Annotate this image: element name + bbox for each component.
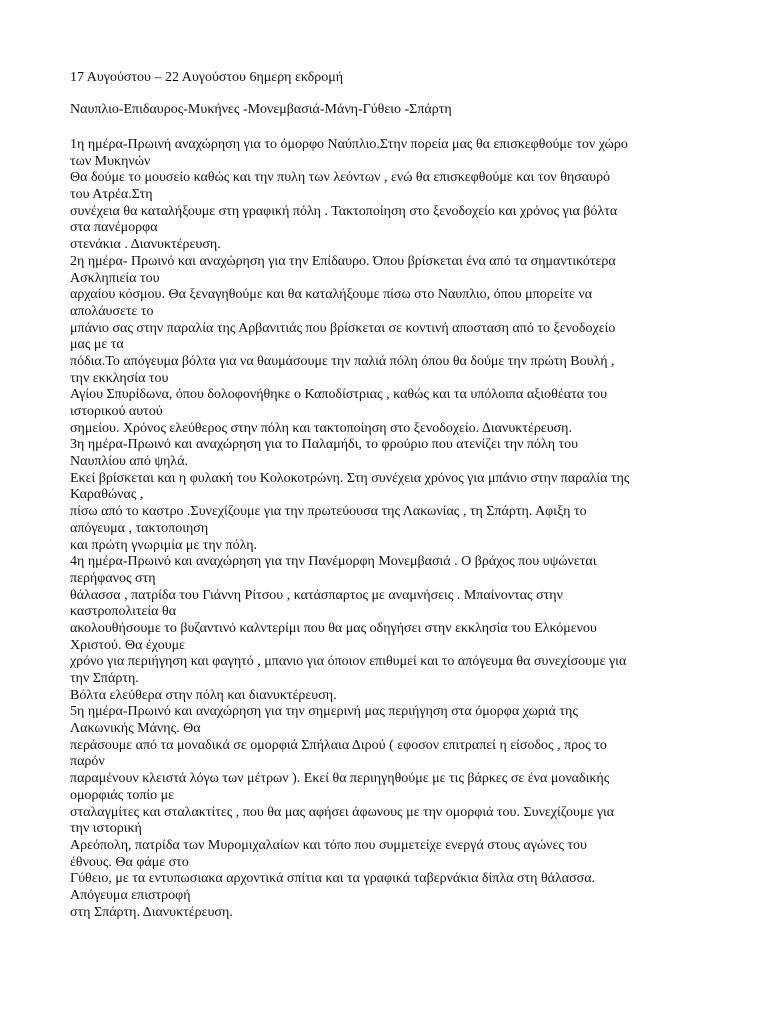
text-line: Καραθώνας ,	[70, 487, 144, 503]
text-line: 1η ημέρα-Πρωινή αναχώρηση για το όμορφο Ναύπλιο.Στην πορεία μας θα επισκεφθούμε τον χώρο	[70, 137, 628, 152]
day-5-paragraph	[70, 704, 629, 921]
text-line: Θα δούμε το μουσείο καθώς και την πυλη των λεόντων , ενώ θα επισκεφθούμε και τον θησαυρό	[70, 170, 611, 186]
text-line: Ναυπλίου από ψηλά.	[70, 454, 189, 470]
text-line: στη Σπάρτη. Διανυκτέρευση.	[70, 904, 233, 920]
text-line: μπάνιο σας στην παραλία της Αρβανιτιάς που βρίσκεται σε κοντινή αποσταση από το ξενοδοχείο	[70, 320, 616, 336]
text-line: Ασκληπιεία του	[70, 270, 160, 286]
text-line: θάλασσα , πατρίδα του Γιάννη Ρίτσου , κατάσπαρτος με αναμνήσεις . Μπαίνοντας στην	[70, 587, 563, 603]
itinerary-body	[70, 137, 629, 921]
text-line: Βόλτα ελεύθερα στην πόλη και διανυκτέρευση.	[70, 687, 337, 703]
text-line: την Σπάρτη.	[70, 671, 139, 686]
text-line: στα πανέμορφα	[70, 220, 158, 236]
text-line: 2η ημέρα- Πρωινό και αναχώρηση για την Επίδαυρο. Όπου βρίσκεται ένα από τα σημαντικότερα	[70, 253, 616, 269]
text-line: περάσουμε από τα μοναδικά σε ομορφιά Σπήλαια Διρού ( εφοσον επιτραπεί η είσοδος , προς το	[70, 737, 607, 753]
text-line: 3η ημέρα-Πρωινό και αναχώρηση για το Παλαμήδι, το φρούριο που ατενίζει την πόλη του	[70, 437, 579, 453]
text-line: απόγευμα , τακτοποιηση	[70, 520, 209, 536]
text-line: παραμένουν κλειστά λόγω των μέτρων ). Εκεί θα περιηγηθούμε με τις βάρκες σε ένα μοναδικής	[70, 771, 610, 787]
text-line: αρχαίου κόσμου. Θα ξεναγηθούμε και θα καταλήξουμε πίσω στο Ναυπλιο, όπου μπορείτε να	[70, 287, 593, 303]
text-line: στενάκια . Διανυκτέρευση.	[70, 237, 221, 253]
text-line: 5η ημέρα-Πρωινό και αναχώρηση για την σημερινή μας περιήγηση στα όμορφα χωριά της	[70, 704, 578, 720]
text-line: πόδια.Το απόγευμα βόλτα για να θαυμάσουμε την παλιά πόλη όπου θα δούμε την πρώτη Βουλή ,	[70, 353, 615, 369]
text-line: Απόγευμα επιστροφή	[70, 887, 191, 903]
document-title: 17 Αυγούστου – 22 Αυγούστου 6ημερη εκδρομή	[70, 70, 344, 85]
text-line: Γύθειο, με τα εντυπωσιακα αρχοντικά σπίτια και τα γραφικά ταβερνάκια δίπλα στη θάλασσα.	[70, 871, 596, 887]
text-line: έθνους. Θα φάμε στο	[70, 854, 189, 870]
text-line: και πρώτη γνωριμία με την πόλη.	[70, 537, 258, 553]
text-line: του Ατρέα.Στη	[70, 187, 153, 203]
text-line: Εκεί βρίσκεται και η φυλακή του Κολοκοτρώνη. Στη συνέχεια χρόνος για μπάνιο στην παραλία της	[70, 470, 630, 486]
day-2-paragraph	[70, 254, 629, 438]
text-line: περήφανος στη	[70, 570, 156, 586]
day-4-paragraph	[70, 554, 629, 704]
text-line: Αρεόπολη, πατρίδα των Μυρομιχαλαίων και τόπο που συμμετείχε ενεργά στους αγώνες του	[70, 837, 587, 853]
text-line: Αγίου Σπυρίδωνα, όπου δολοφονήθηκε ο Καποδίστριας , καθώς και τα υπόλοιπα αξιοθέατα του	[70, 387, 608, 403]
text-line: την ιστορική	[70, 821, 142, 837]
text-line: συνέχεια θα καταλήξουμε στη γραφική πόλη . Τακτοποίηση στο ξενοδοχείο και χρόνος για βόλτα	[70, 203, 618, 219]
text-line: σημείου. Χρόνος ελεύθερος στην πόλη και τακτοποίηση στο ξενοδοχείο. Διανυκτέρευση.	[70, 420, 572, 436]
text-line: την εκκλησία του	[70, 370, 169, 386]
day-1-paragraph	[70, 137, 629, 254]
route-line: Ναυπλιο-Επιδαυρος-Μυκήνες -Μονεμβασιά-Μάνη-Γύθειο -Σπάρτη	[70, 102, 452, 117]
text-line: των Μυκηνών	[70, 153, 151, 169]
text-line: καστροπολιτεία θα	[70, 604, 177, 620]
text-line: 4η ημέρα-Πρωινό και αναχώρηση για την Πανέμορφη Μονεμβασιά . Ο βράχος που υψώνεται	[70, 554, 597, 570]
text-line: χρόνο για περιήγηση και φαγητό , μπανιο για όποιον επιθυμεί και το απόγευμα θα συνεχίσουμε για	[70, 654, 627, 670]
text-line: σταλαγμίτες και σταλακτίτες , που θα μας αφήσει άφωνους με την ομορφιά του. Συνεχίζουμε για	[70, 804, 615, 820]
text-line: Λακωνικής Μάνης. Θα	[70, 721, 201, 737]
text-line: ομορφιάς τοπίο με	[70, 787, 175, 803]
day-3-paragraph	[70, 437, 629, 554]
text-line: πίσω από το καστρο .Συνεχίζουμε για την πρωτεύουσα της Λακωνίας , τη Σπάρτη. Αφιξη το	[70, 504, 587, 520]
text-line: Χριστού. Θα έχουμε	[70, 637, 186, 653]
text-line: ιστορικού αυτού	[70, 404, 163, 419]
text-line: απολάυσετε το	[70, 303, 154, 319]
text-line: μας με τα	[70, 337, 124, 353]
text-line: παρόν	[70, 754, 105, 770]
text-line: ακολουθήσουμε το βυζαντινό καλντερίμι που θα μας οδηγήσει στην εκκλησία του Ελκόμενου	[70, 620, 597, 636]
